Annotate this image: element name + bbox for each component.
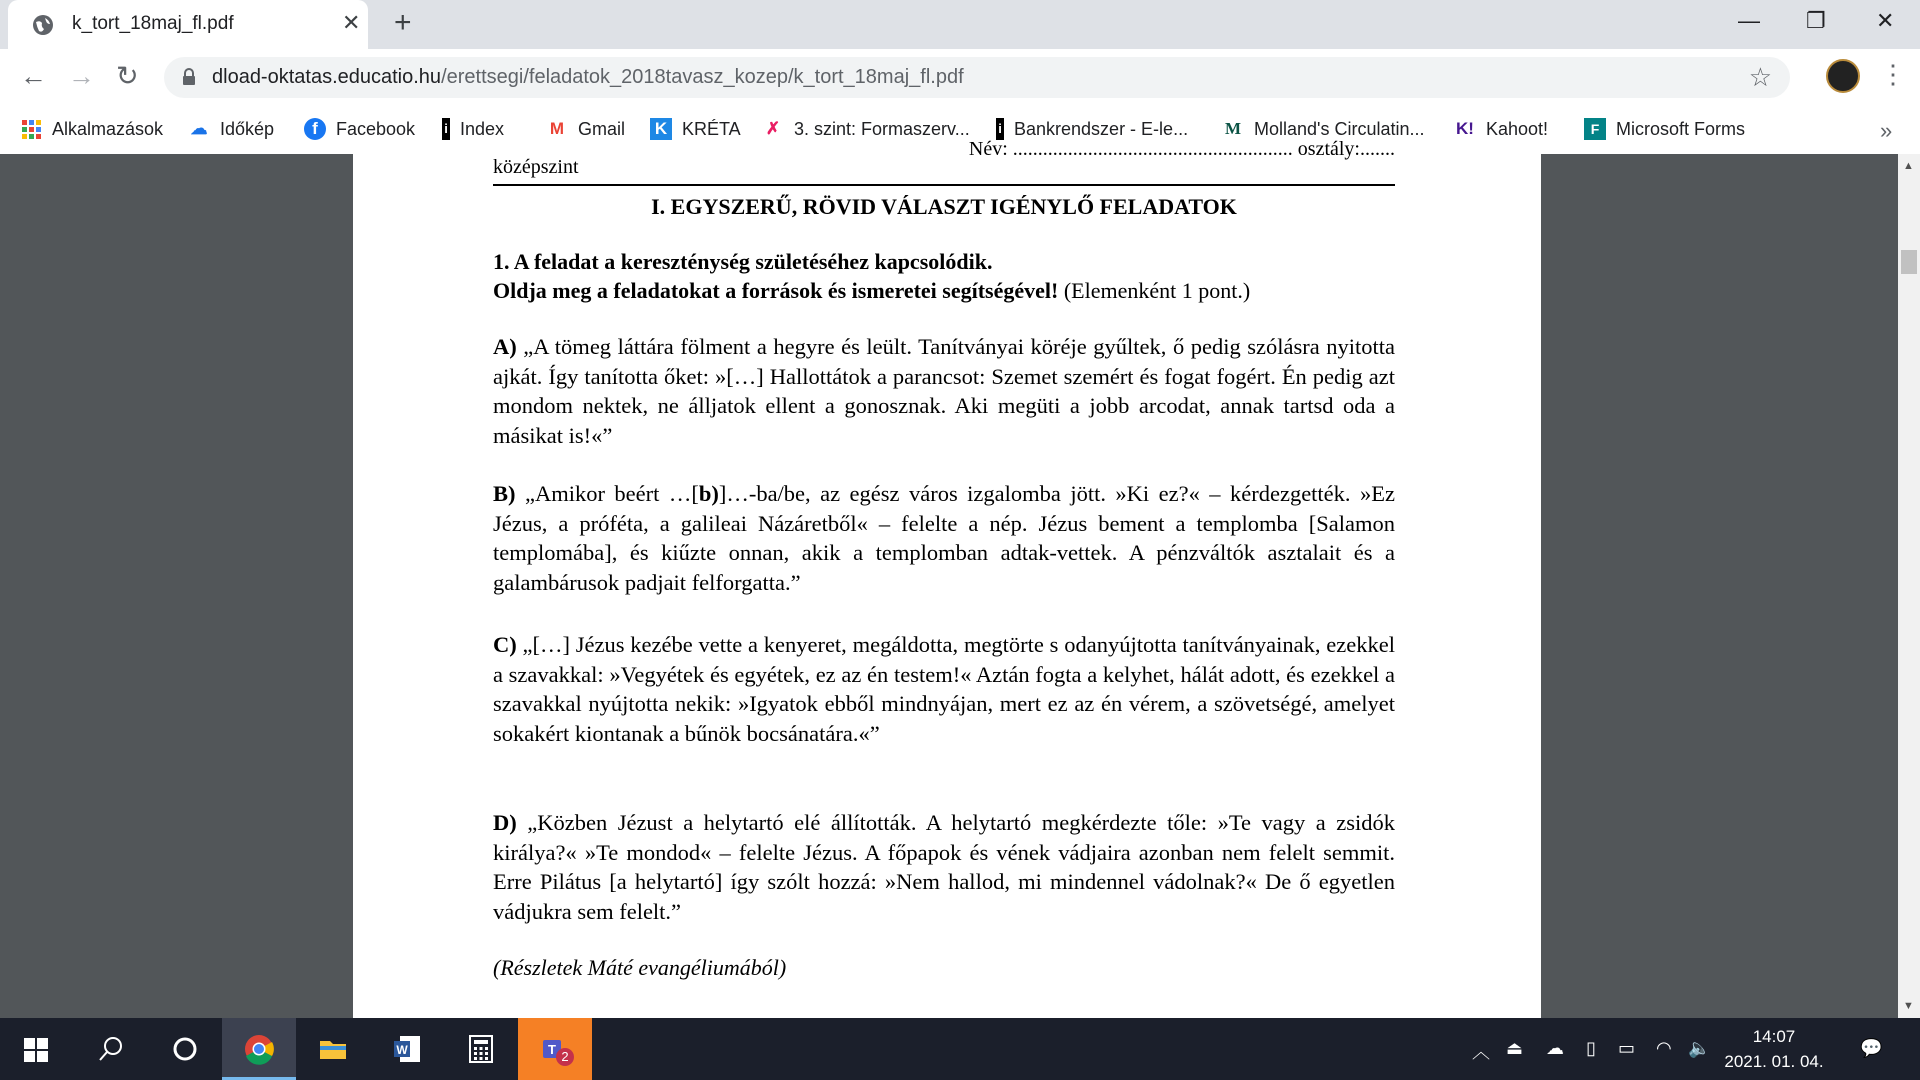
bookmark-label: Index bbox=[460, 118, 505, 139]
taskbar bbox=[0, 1018, 1920, 1080]
molland-icon: M bbox=[1224, 119, 1242, 138]
scroll-up-icon[interactable]: ▲ bbox=[1903, 160, 1914, 172]
pdf-viewer bbox=[0, 138, 1920, 1018]
browser-toolbar bbox=[0, 49, 1920, 106]
bookmarks-bar bbox=[0, 106, 1920, 155]
facebook-icon: f bbox=[304, 118, 326, 140]
cortana-icon bbox=[170, 1034, 200, 1064]
bookmark-facebook[interactable] bbox=[304, 114, 415, 144]
back-icon[interactable]: ← bbox=[20, 61, 47, 91]
restore-icon[interactable]: ❐ bbox=[1806, 8, 1826, 33]
taskbar-file-explorer[interactable] bbox=[296, 1018, 370, 1080]
new-tab-icon[interactable]: + bbox=[394, 6, 412, 39]
svg-text:T: T bbox=[548, 1042, 556, 1057]
usb-icon[interactable]: ⏏ bbox=[1506, 1038, 1524, 1058]
kahoot-icon: K! bbox=[1456, 119, 1474, 138]
bookmark-gmail[interactable] bbox=[546, 114, 625, 144]
taskbar-chrome[interactable] bbox=[222, 1018, 296, 1080]
apps-grid-icon bbox=[20, 118, 42, 140]
svg-text:W: W bbox=[396, 1043, 408, 1057]
close-window-icon[interactable]: ✕ bbox=[1876, 8, 1895, 33]
bookmark-idokep[interactable] bbox=[188, 114, 274, 144]
start-button[interactable] bbox=[0, 1018, 74, 1080]
scroll-down-icon[interactable]: ▼ bbox=[1903, 1000, 1914, 1012]
forward-icon[interactable]: → bbox=[68, 61, 95, 91]
index-icon: i bbox=[442, 118, 450, 140]
bookmark-apps[interactable] bbox=[20, 114, 163, 144]
bookmark-label: Bankrendszer - E-le... bbox=[1014, 118, 1189, 139]
onedrive-icon[interactable]: ☁ bbox=[1546, 1038, 1564, 1058]
page-title: I. EGYSZERŰ, RÖVID VÁLASZT IGÉNYLŐ FELADATOK bbox=[651, 194, 1237, 219]
page-header-name: Név: ........................................................ osztály:....... bbox=[968, 138, 1395, 160]
calculator-icon bbox=[466, 1034, 496, 1064]
avatar[interactable] bbox=[1826, 59, 1860, 93]
url-text[interactable]: dload-oktatas.educatio.hu/erettsegi/feladatok_2018tavasz_kozep/k_tort_18maj_fl.pdf bbox=[212, 66, 964, 88]
bookmark-label: Molland's Circulatin... bbox=[1254, 118, 1425, 139]
search-button[interactable] bbox=[74, 1018, 148, 1080]
clock[interactable] bbox=[1714, 1024, 1834, 1074]
chrome-icon bbox=[244, 1034, 274, 1064]
bookmark-index[interactable] bbox=[442, 114, 504, 144]
windows-icon bbox=[24, 1038, 48, 1062]
battery-icon[interactable]: ▭ bbox=[1618, 1038, 1636, 1058]
bookmark-label: Gmail bbox=[578, 118, 626, 139]
source-a: A) „A tömeg láttára fölment a hegyre és leült. Tanítványai köréje gyűltek, ő pedig szólásra nyitotta ajkát. Így tanította őket: »[…] Hallottátok a parancsot: Szemet szemért és fogat fogért. Én pedig azt mondom nektek, ne álljatok ellent a gonosznak. Aki megüti a jobb arcodat, annak tartsd oda a másikat is!«” bbox=[493, 334, 1395, 448]
header-divider bbox=[493, 184, 1395, 186]
clock-date: 2021. 01. 04. bbox=[1724, 1052, 1824, 1071]
pdf-page bbox=[353, 138, 1541, 1018]
weather-icon: ☁ bbox=[190, 119, 208, 138]
minimize-icon[interactable]: — bbox=[1738, 8, 1760, 33]
source-b: B) „Amikor beért …[b)]…-ba/be, az egész város izgalomba jött. »Ki ez?« – kérdezgették. »Ez Jézus, a próféta, a galileai Názáretből« – felelte a nép. Jézus bement a templomba [Salamon templomába], és kiűzte onnan, akik a templomban adtak-vettek. A pénzváltók asztalait és a galambárusok padjait felforgatta.” bbox=[493, 481, 1395, 595]
cortana-button[interactable] bbox=[148, 1018, 222, 1080]
source-c: C) „[…] Jézus kezébe vette a kenyeret, megáldotta, megtörte s odanyújtotta tanítványainak, ezekkel a szavakkal: »Vegyétek és egyétek, ez az én testem!« Aztán fogta a kelyhet, hálát adott, és ezekkel a szavakkal nyújtotta nekik: »Igyatok ebből mindnyájan, mert ez az én vérem, a szövetségé, amelyet sokakért kiontanak a bűnök bocsánatára.«” bbox=[493, 632, 1395, 746]
task-title: 1. A feladat a kereszténység születéséhez kapcsolódik. bbox=[493, 249, 993, 274]
ms-forms-icon: F bbox=[1584, 118, 1606, 140]
source-citation: (Részletek Máté evangéliumából) bbox=[493, 955, 787, 980]
reload-icon[interactable]: ↻ bbox=[116, 61, 139, 91]
bookmark-kahoot[interactable] bbox=[1454, 114, 1548, 144]
menu-icon[interactable]: ⋮ bbox=[1880, 59, 1906, 89]
wifi-icon[interactable]: ◠ bbox=[1656, 1038, 1672, 1058]
lock-icon bbox=[182, 68, 196, 86]
task-instruction: Oldja meg a feladatokat a források és ismeretei segítségével! (Elemenként 1 pont.) bbox=[493, 278, 1251, 303]
formaszerv-icon: ✗ bbox=[765, 119, 781, 138]
volume-icon[interactable]: 🔈 bbox=[1688, 1038, 1711, 1058]
chevron-right-icon[interactable]: » bbox=[1880, 118, 1893, 143]
kreta-icon: K bbox=[650, 118, 672, 140]
bookmark-star-icon[interactable]: ☆ bbox=[1748, 62, 1772, 92]
bookmark-label: Időkép bbox=[220, 118, 275, 139]
bookmark-label: Facebook bbox=[336, 118, 416, 139]
tab-active[interactable] bbox=[8, 0, 368, 49]
bookmark-label: 3. szint: Formaszerv... bbox=[794, 118, 970, 139]
address-bar[interactable] bbox=[164, 57, 1790, 98]
teams-badge: 2 bbox=[556, 1048, 574, 1066]
taskbar-word[interactable] bbox=[370, 1018, 444, 1080]
bookmark-label: Kahoot! bbox=[1486, 118, 1549, 139]
search-icon bbox=[96, 1034, 126, 1064]
tab-title: k_tort_18maj_fl.pdf bbox=[72, 13, 234, 34]
bookmark-kreta[interactable] bbox=[650, 114, 741, 144]
bookmark-label: Alkalmazások bbox=[52, 118, 164, 139]
taskbar-teams[interactable] bbox=[518, 1018, 592, 1080]
bookmark-label: Microsoft Forms bbox=[1616, 118, 1746, 139]
page-header-level: középszint bbox=[493, 156, 579, 178]
taskbar-calculator[interactable] bbox=[444, 1018, 518, 1080]
bookmark-formaszerv[interactable] bbox=[762, 114, 970, 144]
bookmark-ms-forms[interactable] bbox=[1584, 114, 1745, 144]
globe-icon bbox=[32, 14, 54, 36]
word-icon bbox=[392, 1034, 422, 1064]
bankrendszer-icon: i bbox=[996, 118, 1004, 140]
phone-icon[interactable]: ▯ bbox=[1586, 1038, 1596, 1058]
source-d: D) „Közben Jézust a helytartó elé állították. A helytartó megkérdezte tőle: »Te vagy a zsidók királya?« »Te mondod« – felelte Jézus. A főpapok és vének vádjaira azonban nem felelt semmit. Erre Pilátus [a helytartó] így szólt hozzá: »Nem hallod, mi mindennel vádolnak?« De ő egyetlen vádjukra sem felelt.” bbox=[493, 810, 1395, 924]
scrollbar-thumb[interactable] bbox=[1901, 250, 1917, 274]
show-hidden-icons[interactable]: ︿ bbox=[1472, 1042, 1490, 1062]
folder-icon bbox=[318, 1034, 348, 1064]
notifications-icon[interactable]: 💬 bbox=[1860, 1038, 1883, 1058]
tab-strip bbox=[0, 0, 1920, 49]
close-tab-icon[interactable]: ✕ bbox=[342, 10, 361, 35]
gmail-icon: M bbox=[549, 119, 565, 138]
bookmark-label: KRÉTA bbox=[682, 118, 741, 139]
scrollbar[interactable] bbox=[1898, 154, 1920, 1018]
clock-time: 14:07 bbox=[1752, 1027, 1796, 1046]
